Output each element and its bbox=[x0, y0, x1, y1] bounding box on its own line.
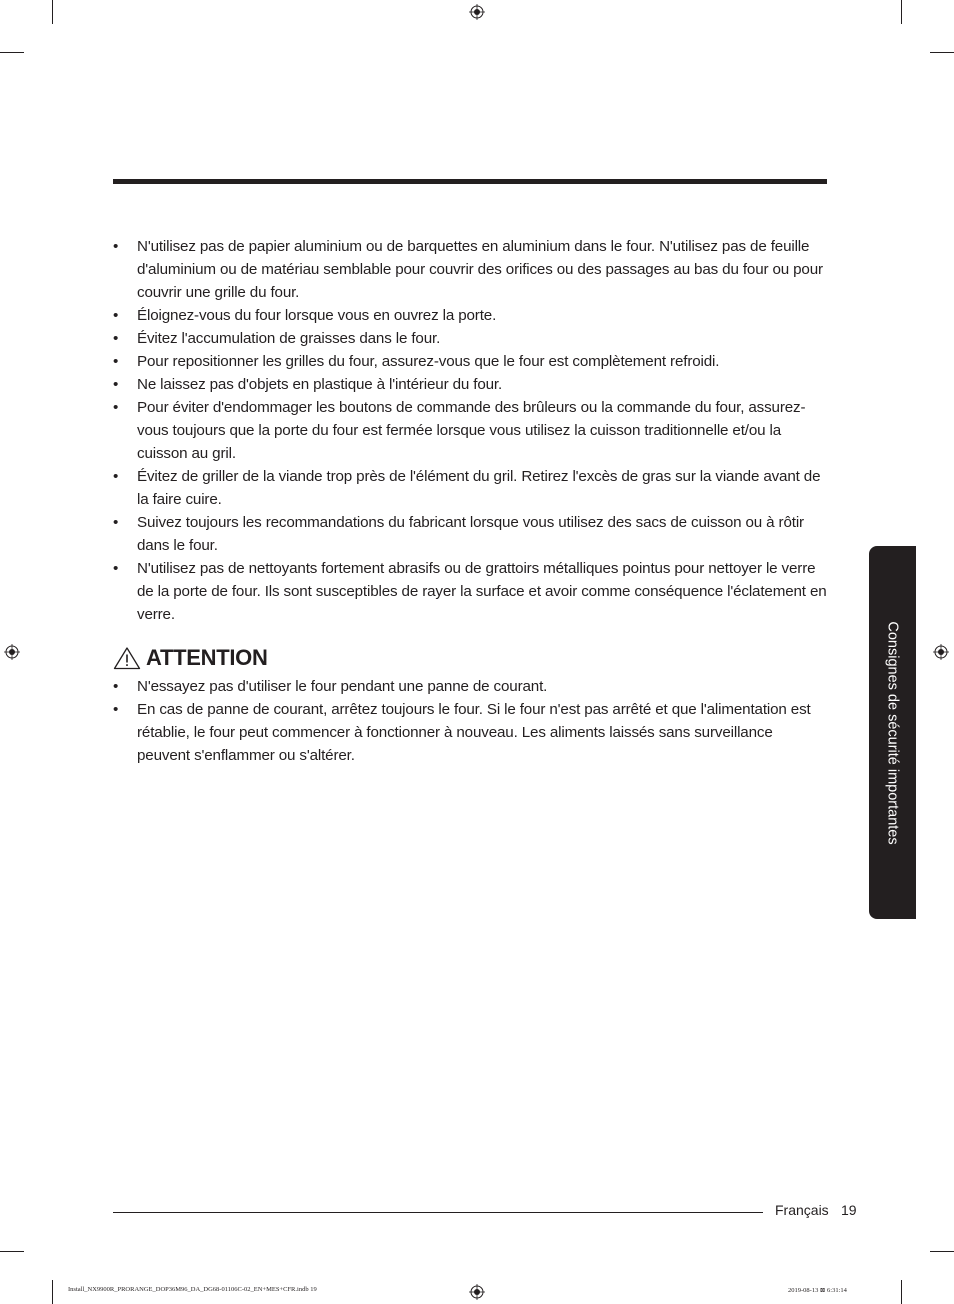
list-item bbox=[113, 675, 829, 698]
print-slug-date: 2019-08-13 ⊠ 6:31:14 bbox=[788, 1287, 847, 1294]
registration-mark-icon bbox=[933, 644, 949, 660]
bullet: • bbox=[113, 307, 119, 324]
warning-triangle-icon bbox=[113, 646, 141, 670]
list-item bbox=[113, 327, 829, 350]
list-item-text: Évitez de griller de la viande trop près de l'élément du gril. Retirez l'excès de gras sur la viande avant de la faire cuire. bbox=[137, 468, 821, 508]
list-item-text: Ne laissez pas d'objets en plastique à l'intérieur du four. bbox=[137, 376, 503, 393]
footer-rule bbox=[113, 1212, 763, 1213]
bullet: • bbox=[113, 560, 119, 577]
list-item bbox=[113, 373, 829, 396]
list-item bbox=[113, 396, 829, 465]
bullet: • bbox=[113, 376, 119, 393]
attention-heading bbox=[113, 643, 268, 673]
crop-mark bbox=[52, 1280, 53, 1304]
safety-instructions-list bbox=[113, 235, 829, 626]
list-item-text: Éloignez-vous du four lorsque vous en ouvrez la porte. bbox=[137, 307, 497, 324]
list-item bbox=[113, 698, 829, 767]
crop-mark bbox=[0, 52, 24, 53]
list-item-text: N'utilisez pas de nettoyants fortement abrasifs ou de grattoirs métalliques pointus pour nettoyer le verre de la porte de four. Ils sont susceptibles de rayer la surface et avoir comme conséquence l'éclatement en verre. bbox=[137, 560, 827, 623]
registration-mark-icon bbox=[469, 1284, 485, 1300]
bullet: • bbox=[113, 330, 119, 347]
list-item bbox=[113, 557, 829, 626]
bullet: • bbox=[113, 514, 119, 531]
crop-mark bbox=[901, 0, 902, 24]
bullet: • bbox=[113, 399, 119, 416]
bullet: • bbox=[113, 468, 119, 485]
list-item-text: En cas de panne de courant, arrêtez toujours le four. Si le four n'est pas arrêté et que l'alimentation est rétablie, le four peut commencer à fonctionner à nouveau. Les aliments laissés sans surveillance peuvent s'enflammer ou s'altérer. bbox=[137, 701, 811, 764]
page-number: 19 bbox=[841, 1202, 857, 1218]
bullet: • bbox=[113, 353, 119, 370]
crop-mark bbox=[901, 1280, 902, 1304]
crop-mark bbox=[930, 52, 954, 53]
list-item-text: Pour éviter d'endommager les boutons de commande des brûleurs ou la commande du four, assurez-vous toujours que la porte du four est fermée lorsque vous utilisez la cuisson traditionnelle et/ou la cuisson au gril. bbox=[137, 399, 806, 462]
footer-language: Français bbox=[775, 1202, 829, 1218]
registration-mark-icon bbox=[4, 644, 20, 660]
attention-list bbox=[113, 675, 829, 767]
list-item bbox=[113, 511, 829, 557]
crop-mark bbox=[52, 0, 53, 24]
attention-title: ATTENTION bbox=[146, 645, 268, 670]
list-item-text: Suivez toujours les recommandations du fabricant lorsque vous utilisez des sacs de cuisson ou à rôtir dans le four. bbox=[137, 514, 804, 554]
list-item-text: Évitez l'accumulation de graisses dans le four. bbox=[137, 330, 441, 347]
list-item-text: Pour repositionner les grilles du four, assurez-vous que le four est complètement refroidi. bbox=[137, 353, 720, 370]
list-item bbox=[113, 235, 829, 304]
print-slug-file: Install_NX9900R_PRORANGE_DOP36M96_DA_DG68-01106C-02_EN+MES+CFR.indb 19 bbox=[68, 1286, 317, 1293]
list-item-text: N'utilisez pas de papier aluminium ou de barquettes en aluminium dans le four. N'utilisez pas de feuille d'aluminium ou de matériau semblable pour couvrir des orifices ou des passages au bas du four ou pour couvrir une grille du four. bbox=[137, 238, 823, 301]
bullet: • bbox=[113, 701, 119, 718]
crop-mark bbox=[0, 1251, 24, 1252]
section-side-tab bbox=[869, 546, 916, 919]
bullet: • bbox=[113, 238, 119, 255]
list-item bbox=[113, 350, 829, 373]
list-item bbox=[113, 465, 829, 511]
registration-mark-icon bbox=[469, 4, 485, 20]
crop-mark bbox=[930, 1251, 954, 1252]
list-item-text: N'essayez pas d'utiliser le four pendant une panne de courant. bbox=[137, 678, 548, 695]
bullet: • bbox=[113, 678, 119, 695]
side-tab-label: Consignes de sécurité importantes bbox=[884, 620, 901, 845]
section-top-rule bbox=[113, 179, 827, 184]
list-item bbox=[113, 304, 829, 327]
